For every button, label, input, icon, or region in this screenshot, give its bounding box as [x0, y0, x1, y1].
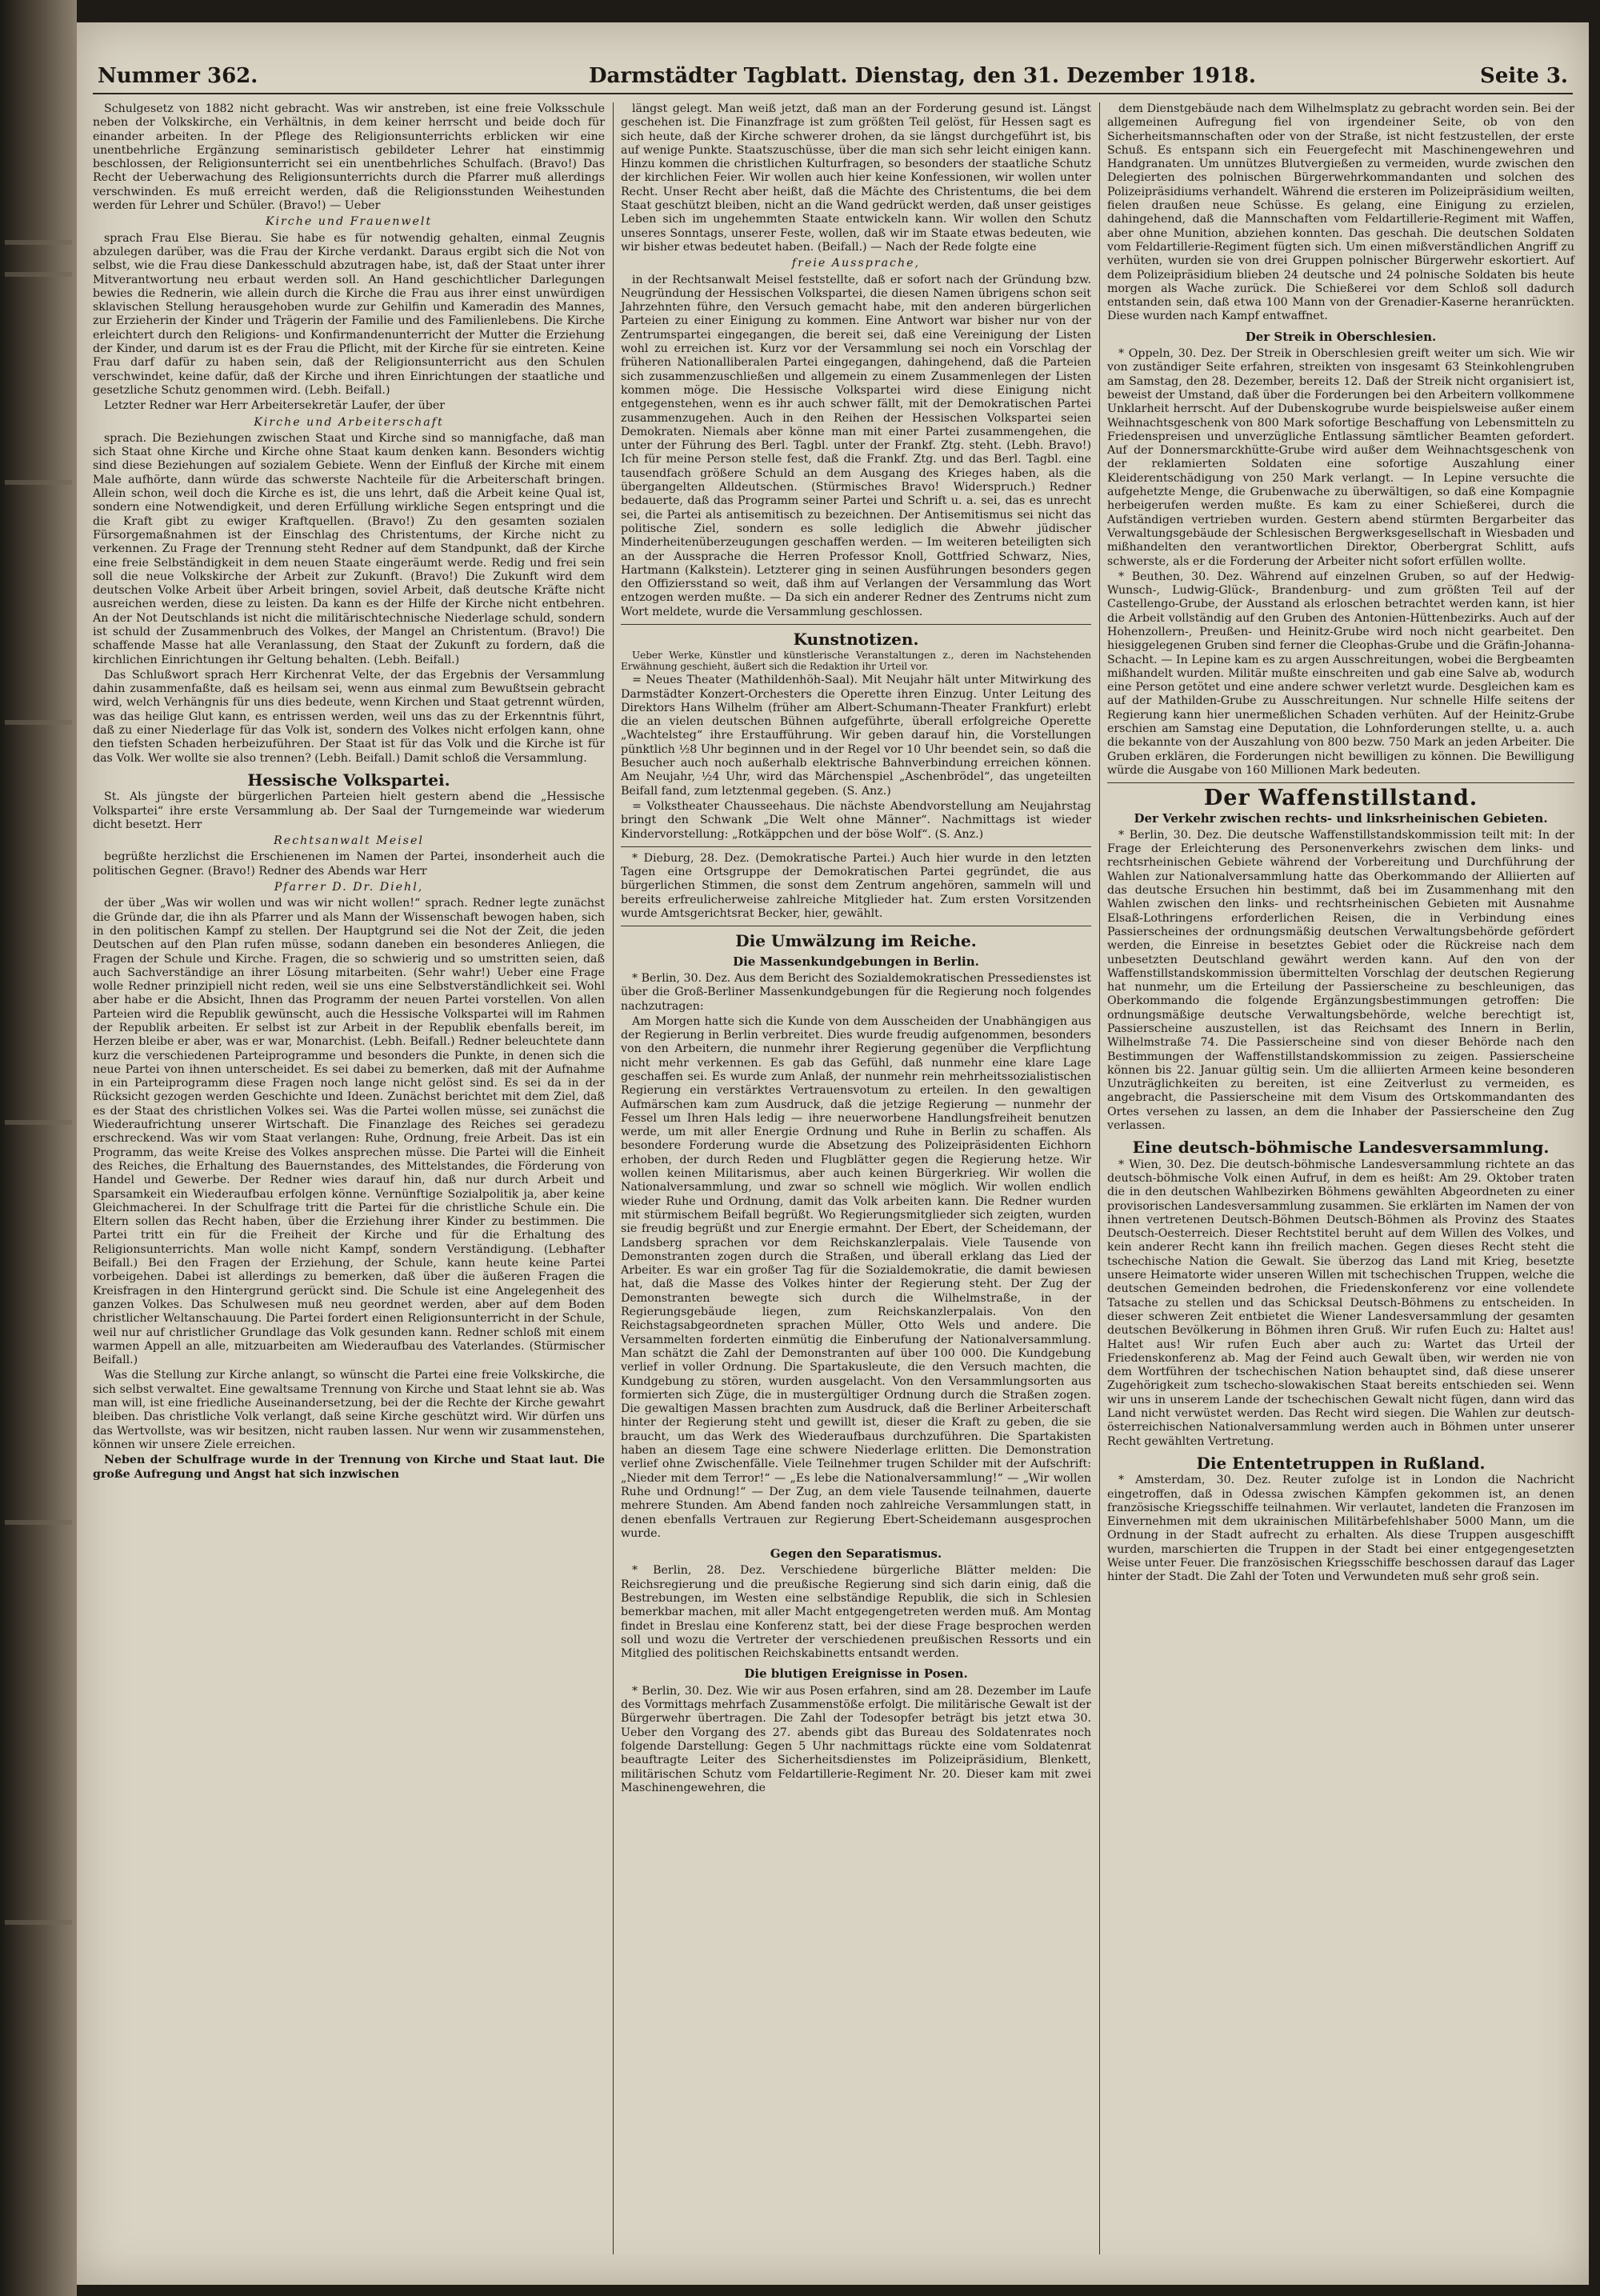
article-paragraph: * Dieburg, 28. Dez. (Demokratische Partei.) Auch hier wurde in den letzten Tagen eine Ortsgruppe der Demokratischen Partei gegründet, die aus bürgerlichen Stimmen, die sonst dem Zentrum angehören, sammeln will und bereits erfreulicherweise zahlreiche Mitglieder hat. Zum ersten Vorsitzenden wurde Amtsgerichtsrat Becker, hier, gewählt. [621, 851, 1091, 921]
section-subheading: Rechtsanwalt Meisel [274, 834, 424, 848]
article-headline: Hessische Volkspartei. [247, 770, 450, 790]
article-paragraph: Letzter Redner war Herr Arbeitersekretär Laufer, der über [104, 399, 446, 413]
article-headline: Der Waffenstillstand. [1203, 786, 1478, 811]
section-subheading: Pfarrer D. Dr. Diehl, [274, 881, 424, 894]
article-subheadline: Die blutigen Ereignisse in Posen. [744, 1666, 968, 1682]
disclaimer-note: Ueber Werke, Künstler und künstlerische Veranstaltungen z., deren im Nachstehenden Erwähnung geschieht, äußert sich die Redaktion ihr Urteil vor. [621, 650, 1091, 673]
column-2 [621, 102, 1091, 1797]
article-headline: Kunstnotizen. [793, 629, 919, 649]
scan-binding-edge [0, 0, 77, 2296]
section-subheading: Kirche und Arbeiterschaft [254, 415, 444, 429]
article-paragraph: * Berlin, 30. Dez. Aus dem Bericht des Sozialdemokratischen Pressedienstes ist über die Groß-Berliner Massenkundgebungen für die Regierung noch folgendes nachzutragen: [621, 971, 1091, 1013]
section-subheading: Kirche und Frauenwelt [265, 215, 433, 229]
column-1 [93, 102, 605, 1483]
article-paragraph: der über „Was wir wollen und was wir nicht wollen!“ sprach. Redner legte zunächst die Gründe dar, die ihn als Pfarrer und als Mann der Wissenschaft bewogen haben, sich in den politischen Kampf zu stellen. Der Hauptgrund sei die Not der Zeit, die jeden Deutschen auf den Plan rufen müsse, sodann daneben ein besonderes Anliegen, die Fragen der Schule und Kirche. Fragen, die so schwierig und so umstritten seien, daß auch Sachverständige an ihrer Lösung mitarbeiten. (Sehr wahr!) Ueber eine Frage wolle Redner prinzipiell nicht reden, weil sie uns eine Selbstverständlichkeit sei. Wohl aber habe er die Absicht, Ihnen das Programm der neuen Partei vorstellen. Von allen Parteien wird die Republik gewünscht, auch die Hessische Volkspartei will im Rahmen der Republik arbeiten. Er selbst ist zur Arbeit in der Republik ebenfalls bereit, im Herzen bleibe er aber, was er war, Monarchist. (Lebh. Beifall.) Redner beleuchtete dann kurz die verschiedenen Parteiprogramme und besonders die Punkte, in denen sich die neue Partei von ihnen unterscheidet. Es sei dabei zu bemerken, daß mit der Aufnahme in ein Parteiprogramm diese Fragen noch lange nicht gelöst sind. Es sei da in der Rücksicht gezogen werden Geschichte und Ideen. Zunächst berichtet mit dem Ziel, daß es der Staat des christlichen Volkes sei. Was die Partei wollen müsse, sei zunächst die Wiederaufrichtung unserer Wirtschaft. Die Finanzlage des Reiches sei geradezu erschreckend. Was wir vom Staat verlangen: Ruhe, Ordnung, freie Arbeit. Das ist ein Programm, das weite Kreise des Volkes ansprechen müsse. Die Partei will die Einheit des Reiches, die Erhaltung des Bauernstandes, des Mittelstandes, die Förderung von Handel und Gewerbe. Der Redner wies darauf hin, daß nur durch Arbeit und Sparsamkeit ein Wiederaufbau erfolgen könne. Vernünftige Sozialpolitik ja, aber keine Gleichmacherei. In der Schulfrage tritt die Partei für die christliche Schule ein. Die Eltern sollen das Recht haben, über die Erziehung ihrer Kinder zu bestimmen. Die Partei tritt ein für die Freiheit der Kirche und für die Erhaltung des Religionsunterrichts. Man wolle nicht Kampf, sondern Verständigung. (Lebhafter Beifall.) Bei den Fragen der Erziehung, der Schule, kann heute keine Partei vorbeigehen. Dabei ist allerdings zu bemerken, daß über die äußeren Fragen die Kreisfragen in den Hintergrund gerückt sind. Die Schule ist eine Angelegenheit des ganzen Volkes. Das Schulwesen muß neu geordnet werden, aber auf dem Boden christlicher Weltanschauung. Die Partei fordert einen Religionsunterricht in der Schule, weil nur auf christlicher Grundlage das Volk gesunden kann. Redner schloß mit einem warmen Appell an alle, mitzuarbeiten am Wiederaufbau des Vaterlandes. (Stürmischer Beifall.) [93, 897, 605, 1367]
divider [621, 846, 1091, 847]
column-rule [1099, 102, 1100, 2254]
article-paragraph: St. Als jüngste der bürgerlichen Parteien hielt gestern abend die „Hessische Volkspartei“ ihre erste Versammlung ab. Der Saal der Turngemeinde war wiederum dicht besetzt. Herr [93, 790, 605, 831]
article-paragraph: = Neues Theater (Mathildenhöh-Saal). Mit Neujahr hält unter Mitwirkung des Darmstädter Konzert-Orchesters die Operette ihren Einzug. Unter Leitung des Direktors Hans Wilhelm (früher am Albert-Schumann-Theater Frankfurt) erlebt die an vielen deutschen Bühnen aufgeführte, überall erfolgreiche Operette „Wachtelsteg“ ihre Erstaufführung. Wir geben darauf hin, die Vorstellungen pünktlich ½8 Uhr beginnen und in der Regel vor 10 Uhr beendet sein, so daß die Besucher auch noch außerhalb elektrische Bahnverbindung erreichen können. Am Neujahr, ½4 Uhr, wird das Märchenspiel „Aschenbrödel“, das ungeteilten Beifall fand, zum letztenmal gegeben. (S. Anz.) [621, 674, 1091, 798]
article-paragraph: Das Schlußwort sprach Herr Kirchenrat Velte, der das Ergebnis der Versammlung dahin zusammenfaßte, daß es heilsam sei, wenn aus einmal zum Bewußtsein gebracht wird, welch Verhängnis für uns dies bedeute, wenn Kirchen und Staat getrennt würden, was das heilige Glut kann, es entrissen werden, weil uns das zu der Erkenntnis führt, daß zu einer Niederlage für das Volk ist, sondern des Volkes nicht erfolgen kann, ohne den tiefsten Schaden herbeizuführen. Der Staat ist für das Volk und die Kirche ist für das Volk. Wer wollte sie also trennen? (Lebh. Beifall.) Damit schloß die Versammlung. [93, 668, 605, 765]
page-number: Seite 3. [1480, 64, 1568, 88]
issue-number: Nummer 362. [98, 64, 258, 88]
newspaper-page [77, 22, 1589, 2285]
article-paragraph: Was die Stellung zur Kirche anlangt, so wünscht die Partei eine freie Volkskirche, die sich selbst verwaltet. Eine gewaltsame Trennung von Kirche und Staat lehnt sie ab. Was man will, ist eine friedliche Auseinandersetzung, bei der die Rechte der Kirche gewahrt bleiben. Das christliche Volk verlangt, daß seine Kirche geschützt wird. Wir dürfen uns das Wertvollste, was wir besitzen, nicht rauben lassen. Nur wenn wir zusammenstehen, können wir unsere Ziele erreichen. [93, 1369, 605, 1451]
article-paragraph: sprach Frau Else Bierau. Sie habe es für notwendig gehalten, einmal Zeugnis abzulegen darüber, was die Frau der Kirche verdankt. Daraus ergibt sich die Not von selbst, wie die Frau diese Dankesschuld abzutragen habe, ist, daß der Staat unter ihrer Mitverantwortung neu erbaut werden soll. An Hand geschichtlicher Darlegungen bewies die Rednerin, wie allein durch die Kirche die Frau aus ihrer einst unwürdigen sklavischen Stellung herausgehoben wurde zur Gehilfin und Kameradin des Mannes, zur Erzieherin der Kinder und Trägerin der Familie und des Familienlebens. Die Kirche erleichtert durch den Religions- und Konfirmandenunterricht der Mutter die Erziehung der Kinder, und darum ist es der Frau die Pflicht, mit der Kirche für sie eintreten. Keine Frau darf dafür zu haben sein, daß der Religionsunterricht aus den Schulen verschwindet, keine dafür, daß der Kirche und ihren Einrichtungen der staatliche und gesetzliche Schutz genommen wird. (Lebh. Beifall.) [93, 231, 605, 397]
article-paragraph: = Volkstheater Chausseehaus. Die nächste Abendvorstellung am Neujahrstag bringt den Schwank „Die Welt ohne Männer“. Nachmittags ist wieder Kindervorstellung: „Rotkäppchen und der böse Wolf“. (S. Anz.) [621, 799, 1091, 841]
article-paragraph: * Amsterdam, 30. Dez. Reuter zufolge ist in London die Nachricht eingetroffen, daß in Odessa zwischen Kämpfen gekommen ist, an denen französische Kriegsschiffe teilnahmen. Wir verlautet, landeten die Franzosen im Einvernehmen mit dem ukrainischen Militärbefehlshaber 5000 Mann, um die Ordnung in der Stadt aufrecht zu erhalten. Als diese Truppen ausgeschifft wurden, marschierten die Truppen in der Stadt bei einer entgegengesetzten Weise unter Feuer. Die französischen Kriegsschiffe beschossen darauf das Lager hinter der Stadt. Die Zahl der Toten und Verwundeten muß sehr groß sein. [1107, 1474, 1574, 1584]
article-paragraph: Am Morgen hatte sich die Kunde von dem Ausscheiden der Unabhängigen aus der Regierung in Berlin verbreitet. Dies wurde freudig aufgenommen, besonders von den Arbeitern, die nunmehr ihrer Regierung gegenüber die Verpflichtung nicht mehr verkennen. Es gab das Gefühl, daß nunmehr eine klare Lage geschaffen sei. Es wurde zum Anlaß, der nunmehr rein mehrheitssozialistischen Regierung ein verstärktes Vertrauensvotum zu erteilen. In den gewaltigen Aufmärschen kam zum Ausdruck, daß die jetzige Regierung — nunmehr der Fessel um Ihren Hals ledig — ihre neuerworbene Handlungsfreiheit benutzen werde, um mit aller Energie Ordnung und Ruhe in Berlin zu schaffen. Als besondere Forderung wurde die Absetzung des Polizeipräsidenten Eichhorn erhoben, der durch Reden und Flugblätter gegen die Regierung hetze. Wir wollen keinen Militarismus, aber auch keinen Bürgerkrieg. Wir wollen die Nationalversammlung, und zwar so schnell wie möglich. Wir wollen endlich wieder Ruhe und Ordnung, damit das Volk arbeiten kann. Die Redner wurden mit stürmischem Beifall begrüßt. Wo Regierungsmitglieder sich zeigten, wurden sie freudig begrüßt und zur Energie ermahnt. Der Ebert, der Scheidemann, der Landsberg sprachen vor dem Reichskanzlerpalais. Viele Tausende von Demonstranten zogen durch die Straßen, und überall erklang das Lied der Arbeiter. Es war ein großer Tag für die Sozialdemokratie, die damit bewiesen hat, daß die Masse des Volkes hinter der Regierung steht. Der Zug der Demonstranten bewegte sich durch die Wilhelmstraße, in der Regierungsgebäude liegen, zum Reichskanzlerpalais. Von den Reichstagsabgeordneten sprachen Müller, Otto Wels und andere. Die Versammelten forderten einmütig die Einberufung der Nationalversammlung. Man schätzt die Zahl der Demonstranten auf über 100 000. Die Kundgebung verlief in voller Ordnung. Die Spartakusleute, die den Versuch machten, die Kundgebung zu stören, wurden ausgelacht. Von den Versammlungsorten aus formierten sich Züge, die in mustergültiger Ordnung durch die Straßen zogen. Die gewaltigen Massen brachten zum Ausdruck, daß die Berliner Arbeiterschaft hinter der Regierung steht und gewillt ist, dieser die Kraft zu geben, die sie braucht, um das Werk des Wiederaufbaus durchzuführen. Die Spartakisten haben an diesem Tage eine schwere Niederlage erlitten. Die Demonstration verlief ohne Zwischenfälle. Viele Teilnehmer trugen Schilder mit der Aufschrift: „Nieder mit dem Terror!“ — „Es lebe die Nationalversammlung!“ — „Wir wollen Ruhe und Ordnung!“ — Der Zug, an dem viele Tausende teilnahmen, dauerte mehrere Stunden. Am Abend fanden noch zahlreiche Versammlungen statt, in denen ebenfalls Vertrauen zur Regierung Ebert-Scheidemann ausgesprochen wurde. [621, 1014, 1091, 1540]
article-subheadline: Der Verkehr zwischen rechts- und linksrheinischen Gebieten. [1134, 810, 1548, 826]
column-3 [1107, 102, 1574, 1586]
article-paragraph: begrüßte herzlichst die Erschienenen im Namen der Partei, insonderheit auch die politischen Gegner. (Bravo!) Redner des Abends war Herr [93, 850, 605, 878]
column-rule [613, 102, 614, 2254]
article-paragraph: Neben der Schulfrage wurde in der Trennung von Kirche und Staat laut. Die große Aufregung und Angst hat sich inzwischen [93, 1454, 605, 1481]
article-subheadline: Gegen den Separatismus. [770, 1546, 942, 1562]
masthead-date: Darmstädter Tagblatt. Dienstag, den 31. Dezember 1918. [589, 64, 1256, 88]
article-paragraph: * Wien, 30. Dez. Die deutsch-böhmische Landesversammlung richtete an das deutsch-böhmische Volk einen Aufruf, in dem es heißt: Am 29. Oktober traten die in den deutschen Wahlbezirken Böhmens gewählten Abgeordneten zu einer provisorischen Landesversammlung zusammen. Sie erklärten im Namen der von ihnen vertretenen Deutsch-Böhmen Deutsch-Böhmen als Provinz des Staates Deutsch-Oesterreich. Dieser Rechtstitel beruht auf dem Willen des Volkes, und kein anderer Recht kann ihn freilich machen. Gegen dieses Recht steht die tschechische Nation die Gewalt. Sie überzog das Land mit Krieg, besetzte unsere Heimatorte wider unseren Willen mit tschechischen Truppen, welche die deutschen Gemeinden bedrohen, die Friedenskonferenz vor eine vollendete Tatsache zu stellen und das Schicksal Deutsch-Böhmens zu entscheiden. In dieser schweren Zeit entbietet die Wiener Landesversammlung der gesamten deutschen Bevölkerung in Böhmen ihren Gruß. Wir rufen Euch zu: Haltet aus! Haltet aus! Wir rufen Euch aber auch zu: Wartet das Urteil der Friedenskonferenz ab. Mag der Feind auch Gewalt üben, wir werden nie von dem Wortführen der tschechischen Nation behauptet sind, daß diese unserer Zugehörigkeit zum tschecho-slowakischen Staat bereits entschieden sei. Wenn wir uns in unserem Lande der tschechischen Gewalt nicht fügen, dann wird das Land nicht verwüstet werden. Das Recht wird siegen. Die Wahlen zur deutsch-österreichischen Nationalversammlung werden auch in Böhmen unter unserer Recht gewählten Vertretung. [1107, 1158, 1574, 1448]
divider [1107, 782, 1574, 783]
article-headline: Die Umwälzung im Reiche. [735, 931, 977, 951]
article-paragraph: Schulgesetz von 1882 nicht gebracht. Was wir anstreben, ist eine freie Volksschule neben der Volkskirche, ein Verhältnis, in dem keiner herrscht und beide doch für einander arbeiten. In der Pflege des Religionsunterrichts erblicken wir eine unentbehrliche Ergänzung seminaristisch gebildeter Lehrer hat einstimmig beschlossen, der Religionsunterricht sei ein unentbehrliches Schulfach. (Bravo!) Das Recht der Ueberwachung des Religionsunterrichts durch die Pfarrer muß allerdings verschwinden. Es muß erreicht werden, daß die Religionsstunden Weihestunden werden für Lehrer und Schüler. (Bravo!) — Ueber [93, 102, 605, 213]
article-paragraph: dem Dienstgebäude nach dem Wilhelmsplatz zu gebracht worden sein. Bei der allgemeinen Aufregung fiel von irgendeiner Seite, ob von den Sicherheitsmannschaften oder von der Straße, ist nicht festzustellen, der erste Schuß. Es entspann sich ein Feuergefecht mit Maschinengewehren und Handgranaten. Um unnützes Blutvergießen zu vermeiden, wurde zwischen den Delegierten des polnischen Bürgerwehrkommandanten und solchen des Polizeipräsidiums verhandelt. Während die ersteren im Polizeipräsidium weilten, fielen draußen neue Schüsse. Es gelang, eine Einigung zu erzielen, dahingehend, daß die Mannschaften vom Feldartillerie-Regiment mit Waffen, aber ohne Munition, abziehen konnten. Das geschah. Die deutschen Soldaten vom Feldartillerie-Regiment fügten sich. Um einen mißverständlichen Angriff zu verhüten, wurden sie von drei Gruppen polnischer Bürgerwehr eskortiert. Auf dem Polizeipräsidium blieben 24 deutsche und 24 polnische Soldaten bis heute morgen als Wache zurück. Die Schießerei vor dem Schloß soll dadurch entstanden sein, daß etwa 100 Mann von der Grenadier-Kaserne heranrückten. Diese wurden nach Kampf entwaffnet. [1107, 102, 1574, 323]
section-subheading: freie Aussprache, [791, 257, 921, 270]
article-subheadline: Der Streik in Oberschlesien. [1245, 329, 1437, 344]
page-header [93, 61, 1573, 94]
article-paragraph: * Berlin, 30. Dez. Die deutsche Waffenstillstandskommission teilt mit: In der Frage der Erleichterung des Personenverkehrs zwischen dem links- und rechtsrheinischen Gebiete während der Vorbereitung und Durchführung der Wahlen zur Nationalversammlung hatte das Oberkommando der Alliierten auf das deutsche Ersuchen hin bestimmt, daß bei im Zusammenhang mit den Wahlen zwischen den links- und rechtsrheinischen Gebieten mit Ausnahme Elsaß-Lothringens erforderlichen Reisen, die in Verbindung eines Passierscheines der ordnungsmäßig deutschen Verwaltungsbehörde gefördert werden, die Einreise in besetztes Gebiet oder die Rückreise nach dem unbesetzten Deutschland gewährt werden kann. Auf den von der Waffenstillstandskommission übermittelten Vorschlag der deutschen Regierung hat nunmehr, um die Erteilung der Passierscheine zu beschleunigen, das Oberkommando die folgende Ergänzungsbestimmungen getroffen: Die ordnungsmäßige deutsche Verwaltungsbehörde, welche berechtigt ist, Passierscheine auszustellen, ist das Reichsamt des Innern in Berlin, Wilhelmstraße 74. Die Passierscheine sind von dieser Behörde nach den Bestimmungen der Waffenstillstandskommission zu zeigen. Passierscheine können bis 22. Januar gültig sein. Um die alliierten Armeen keine besonderen Unzuträglichkeiten zu bereiten, ist eine Zeitverlust zu vermeiden, es angebracht, die Passierscheine mit dem Visum des Ortskommandanten des Ortes versehen zu lassen, an dem die Inhaber der Passierscheine den Zug verlassen. [1107, 828, 1574, 1133]
article-subheadline: Die Massenkundgebungen in Berlin. [733, 954, 979, 969]
article-paragraph: längst gelegt. Man weiß jetzt, daß man an der Forderung gesund ist. Längst geschehen ist. Die Finanzfrage ist zum größten Teil gelöst, für Hessen sagt es sich heute, daß der Kirche schwerer drohen, da sie längst durchgeführt ist, bis auf wenige Punkte. Staatszuschüsse, über die man sich sehr leicht einigen kann. Hinzu kommen die christlichen Kulturfragen, so besonders der staatliche Schutz der kirchlichen Feier. Wir wollen auch hier keine Konfessionen, wir wollen unter Recht. Unser Recht aber heißt, daß die Mächte des Christentums, die bei dem Staat geschützt bleiben, nicht an die Wand gedrückt werden, daß unser geistiges Leben sich im ungehemmten Staate entwickeln kann. Wir wollen den Schutz unseres Sonntags, unserer Feste, wollen, daß wir im Staate etwas bedeuten, wie wir bisher etwas bedeutet haben. (Beifall.) — Nach der Rede folgte eine [621, 102, 1091, 254]
article-paragraph: * Berlin, 30. Dez. Wie wir aus Posen erfahren, sind am 28. Dezember im Laufe des Vormittags mehrfach Zusammenstöße erfolgt. Die militärische Gewalt ist der Bürgerwehr übertragen. Die Zahl der Todesopfer beträgt bis jetzt etwa 30. Ueber den Vorgang des 27. abends gibt das Bureau des Soldatenrates noch folgende Darstellung: Gegen 5 Uhr nachmittags rückte eine vom Soldatenrat beauftragte Leiter des Sicherheitsdienstes im Polizeipräsidium, Blenkett, militärischen Schutz vom Feldartillerie-Regiment Nr. 20. Dieser kam mit zwei Maschinengewehren, die [621, 1684, 1091, 1794]
article-paragraph: * Beuthen, 30. Dez. Während auf einzelnen Gruben, so auf der Hedwig-Wunsch-, Ludwig-Glück-, Brandenburg- und zum größten Teil auf der Castellengo-Grube, der Ausstand als erloschen betrachtet werden kann, ist hier die Arbeit vollständig auf den Gruben des Antonien-Hüttenbezirks. Auch auf der Hohenzollern-, Preußen- und Heinitz-Grube wird noch nicht gearbeitet. Den hiesiggelegenen Gruben sind ferner die Cleophas-Grube und die Gräfin-Johanna-Schacht. — In Lepine kam es zu argen Ausschreitungen, wobei die Bergbeamten mißhandelt wurden. Militär mußte einschreiten und gab eine Salve ab, wodurch eine Person getötet und eine andere schwer verletzt wurde. Desgleichen kam es auf der Mathilden-Grube zu Ausschreitungen. Nur schnelle Hilfe seitens der Regierung kann hier unermeßlichen Schaden verhüten. Auf der Heinitz-Grube erschien am Samstag eine Deputation, die Lohnforderungen stellte, u. a. auch die bekannte von der Auszahlung von 800 bezw. 750 Mark an jeden Arbeiter. Die Gruben erklären, die Forderungen nicht bewilligen zu können. Die Bewilligung würde die Ausgabe von 160 Millionen Mark bedeuten. [1107, 570, 1574, 777]
article-paragraph: * Oppeln, 30. Dez. Der Streik in Oberschlesien greift weiter um sich. Wie wir von zuständiger Seite erfahren, streikten von insgesamt 63 Steinkohlengruben am Samstag, den 28. Dezember, bereits 12. Daß der Streik nicht organisiert ist, beweist der Umstand, daß über die Forderungen bei den Arbeitern vollkommene Unklarheit herrscht. Auf der Dubenskogrube wurde beispielsweise außer einem Weihnachtsgeschenk von 800 Mark sofortige Beschaffung von Lebensmitteln zu Friedenspreisen und unverzügliche Entlassung sämtlicher Beamten gefordert. Auf der Donnersmarckhütte-Grube wird außer dem Weihnachtsgeschenk von der reklamierten Soldaten eine sofortige Auszahlung einer Kleiderentschädigung von 250 Mark verlangt. — In Lepine versuchte die aufgehetzte Menge, die Grubenwache zu überwältigen, so daß eine Kompagnie herbeigerufen werden mußte. Es kam zu einer Schießerei, durch die Aufständigen vertrieben wurden. Gestern abend stürmten Bergarbeiter das Verwaltungsgebäude der Schlesischen Bergwerksgesellschaft in Wiesbaden und mißhandelten den verantwortlichen Direktor, Oberbergrat Schlitt, aufs schwerste, als er die Forderung der Arbeiter nicht sofort erfüllen wollte. [1107, 347, 1574, 568]
article-paragraph: * Berlin, 28. Dez. Verschiedene bürgerliche Blätter melden: Die Reichsregierung und die preußische Regierung sind sich darin einig, daß die Bestrebungen, im Westen eine selbständige Republik, die sich in Schlesien bemerkbar machen, mit aller Macht entgegengetreten werden muß. Am Montag findet in Breslau eine Konferenz statt, bei der diese Frage besprochen werden soll und wozu die Vertreter der verschiedenen preußischen Ressorts und ein Mitglied des politischen Reichskabinetts entsandt werden. [621, 1564, 1091, 1661]
divider [621, 624, 1091, 625]
article-headline: Die Ententetruppen in Rußland. [1196, 1453, 1486, 1473]
article-paragraph: sprach. Die Beziehungen zwischen Staat und Kirche sind so mannigfache, daß man sich Staat ohne Kirche und Kirche ohne Staat kaum denken kann. Besonders wichtig sind diese Beziehungen auf sozialem Gebiete. Wenn der Einfluß der Kirche mit einem Male aufhörte, dann würde das schwerste Nachteile für die Arbeiterschaft bringen. Allein schon, weil doch die Kirche es ist, die uns lehrt, daß die Arbeit keine Qual ist, sondern eine Notwendigkeit, und deren Erfüllung wirkliche Segen entspringt und die die Kraft gibt zu ewiger Kraftquellen. (Bravo!) Zu den gesamten sozialen Fürsorgemaßnahmen ist der Einschlag des Christentums, der Kirche nicht zu verkennen. Zu Frage der Trennung steht Redner auf dem Standpunkt, daß der Kirche eine freie Selbständigkeit in dem neuen Staate eingeräumt werde. Redig und frei sein soll die neue Volkskirche der Arbeit zur Zukunft. (Bravo!) Die Zukunft wird dem deutschen Volke Arbeit über Arbeit bringen, soviel Arbeit, daß deutsche Kräfte nicht ausreichen werden, diese zu leisten. Da kann es der Hilfe der Kirche nicht entbehren. An der Not Deutschlands ist nicht die militärischtechnische Niederlage schuld, sondern ist schuld der Zusammenbruch des Volkes, der Mangel an Christentum. (Bravo!) Die schaffende Masse hat alle Veranlassung, den Staat der Zukunft zu fordern, daß die kirchlichen Einrichtungen ihr Geltung behalten. (Lebh. Beifall.) [93, 431, 605, 666]
article-paragraph: in der Rechtsanwalt Meisel feststellte, daß er sofort nach der Gründung bzw. Neugründung der Hessischen Volkspartei, die diesen Namen übrigens schon seit Jahrzehnten führe, den Versuch gemacht habe, mit den anderen bürgerlichen Parteien zu einer Einigung zu kommen. Eine Antwort war bisher nur von der Zentrumspartei eingegangen, die bereit sei, daß eine Vereinigung der Listen wohl zu erreichen ist. Kurz vor der Versammlung sei noch ein Vorschlag der früheren Nationalliberalen Partei eingegangen, dahingehend, daß die Parteien sich zusammenzuschließen und allgemein zu einem Zusammenlegen der Listen kommen möge. Die Hessische Volkspartei wird diese Einigung nicht entgegenstehen, wenn es ihr auch schwer fällt, mit der Demokratischen Partei zusammenzugehen. Auch in den Reihen der Hessischen Volkspartei seien Demokraten. Niemals aber könne man mit einer Partei zusammengehen, die unter der Führung des Berl. Tagbl. unter der Frankf. Ztg. steht. (Lebh. Bravo!) Ich für meine Person stelle fest, daß die Frankf. Ztg. und das Berl. Tagbl. eine tausendfach größere Schuld an dem Ausgang des Krieges haben, als die übergangelten Alldeutschen. (Stürmisches Bravo! Widerspruch.) Redner bedauerte, daß das Programm seiner Partei und Schrift u. a. sei, das es unrecht sei, die Partei als antisemitisch zu bezeichnen. Der Antisemitismus sei nicht das politische Ziel, sondern es solle lediglich die Abwehr jüdischer Minderheitenüberzeugungen geschaffen werden. — Im weiteren beteiligten sich an der Aussprache die Herren Professor Knoll, Gottfried Schwarz, Nies, Hartmann (Kalkstein). Letzterer ging in seinen Ausführungen besonders gegen den Offiziersstand so weit, daß ihm auf Verlangen der Versammlung das Wort entzogen werden mußte. — Da sich ein anderer Redner des Zentrums nicht zum Wort meldete, wurde die Versammlung geschlossen. [621, 273, 1091, 618]
article-headline: Eine deutsch-böhmische Landesversammlung. [1132, 1138, 1550, 1158]
